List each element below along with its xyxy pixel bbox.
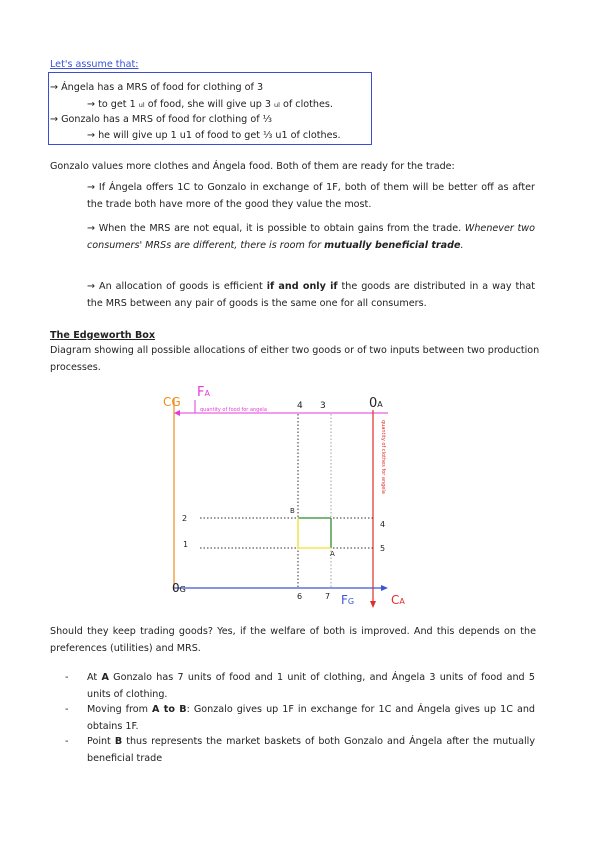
- box-line-1: → Ángela has a MRS of food for clothing of 3: [50, 82, 264, 93]
- box-line-3: → Gonzalo has a MRS of food for clothing of ⅓: [50, 114, 272, 125]
- fa-label: FA: [197, 385, 210, 400]
- paragraph-1: Gonzalo values more clothes and Ángela food. Both of them are ready for the trade:: [50, 161, 455, 172]
- top-label-3: 3: [320, 401, 326, 411]
- bullet-3: Point B thus represents the market baskets of both Gonzalo and Ángela after the mutually beneficial trade: [87, 736, 535, 764]
- cg-label: CG: [163, 395, 181, 409]
- box-line-2: → to get 1 ul of food, she will give up 3 ul of clothes.: [87, 99, 333, 110]
- bullet-dash-3: -: [65, 736, 69, 747]
- oa-label: 0A: [369, 396, 383, 411]
- angela-food-arrowhead: [174, 410, 180, 416]
- paragraph-2: → If Ángela offers 1C to Gonzalo in exchange of 1F, both of them will be better off as after the trade both have more of the good they value the most.: [87, 182, 535, 210]
- og-label: 0G: [172, 581, 186, 595]
- point-b: B: [290, 507, 295, 515]
- top-label-4: 4: [297, 401, 303, 411]
- box-line-4: → he will give up 1 u1 of food to get ⅓ u1 of clothes.: [87, 130, 341, 141]
- bottom-label-7: 7: [325, 592, 331, 601]
- bullet-dash-1: -: [65, 672, 69, 683]
- fg-label: FG: [341, 593, 355, 607]
- bullet-2: Moving from A to B: Gonzalo gives up 1F in exchange for 1C and Ángela gives up 1C and obtains 1F.: [87, 704, 535, 732]
- paragraph-4: → An allocation of goods is efficient if and only if the goods are distributed in a way that the MRS between any pair of goods is the same one for all consumers.: [87, 281, 535, 309]
- point-a: A: [330, 550, 335, 558]
- right-label-4: 4: [380, 520, 386, 529]
- right-label-5: 5: [380, 544, 386, 553]
- left-label-2: 2: [182, 514, 188, 523]
- section-description: Diagram showing all possible allocations of either two goods or of two inputs between two production processes.: [50, 345, 540, 373]
- intro-text: Let's assume that:: [50, 59, 139, 70]
- annotation-right: quantity of clothes for angela: [380, 420, 386, 494]
- ca-label: CA: [391, 593, 405, 607]
- bottom-label-6: 6: [297, 592, 303, 601]
- section-title: The Edgeworth Box: [50, 330, 156, 341]
- gonzalo-food-arrowhead: [381, 585, 388, 591]
- paragraph-5: Should they keep trading goods? Yes, if the welfare of both is improved. And this depends on the preferences (utilities) and MRS.: [50, 626, 536, 654]
- angela-clothing-arrowhead: [370, 601, 376, 608]
- bullet-1: At A Gonzalo has 7 units of food and 1 unit of clothing, and Ángela 3 units of food and 5 units of clothing.: [87, 672, 535, 700]
- annotation-top: quantity of food for angela: [200, 407, 267, 413]
- left-label-1: 1: [183, 540, 189, 549]
- bullet-dash-2: -: [65, 704, 69, 715]
- paragraph-3: → When the MRS are not equal, it is possible to obtain gains from the trade. Whenever two consumers' MRSs are different, there is room for mutually beneficial trade.: [87, 223, 535, 251]
